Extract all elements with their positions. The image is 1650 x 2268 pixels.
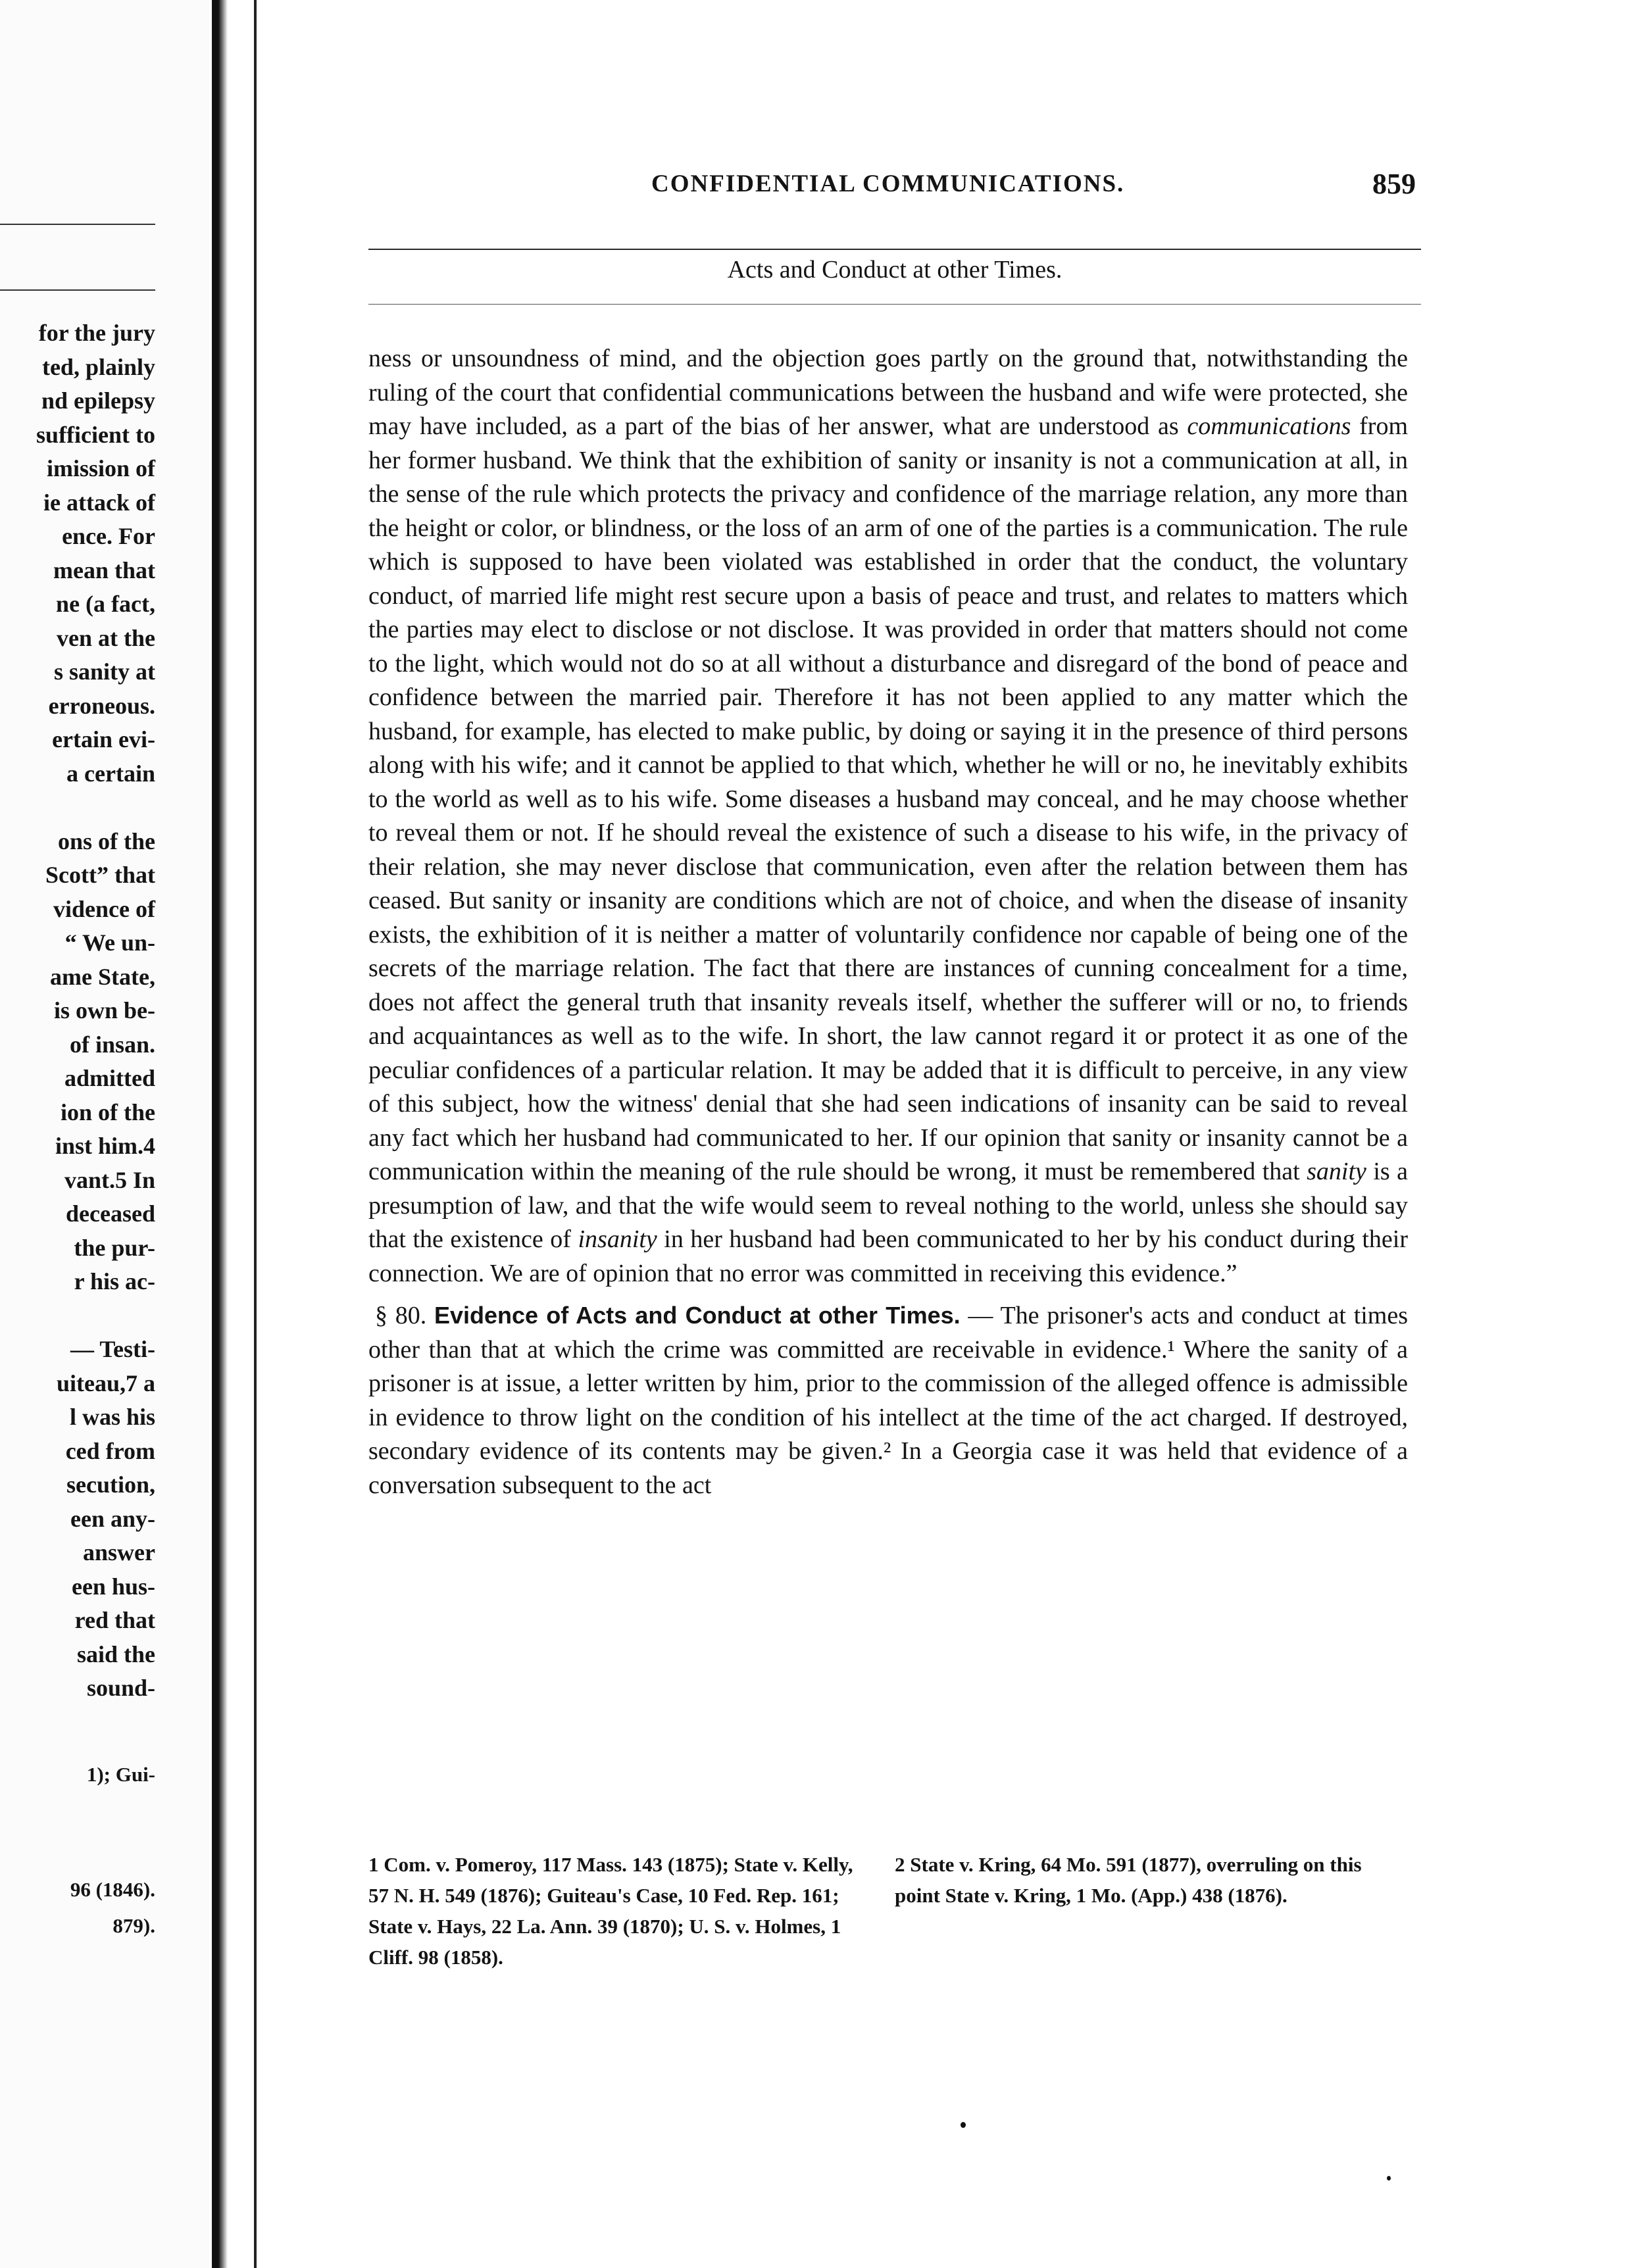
subhead-rule (368, 304, 1421, 305)
previous-page-line: said the (76, 1640, 155, 1667)
previous-page-line: erroneous. (48, 692, 155, 719)
previous-page-line: ertain evi- (52, 726, 155, 752)
print-speck-1 (961, 2122, 966, 2128)
previous-page-line: is own be- (53, 997, 155, 1023)
previous-page-line: Scott” that (45, 862, 155, 888)
previous-page-footnote: 1); Gui- (86, 1763, 155, 1786)
previous-page-line: ie attack of (43, 489, 155, 516)
previous-page-fragment (0, 0, 197, 1973)
previous-page-line: “ We un- (64, 929, 155, 956)
previous-page-line: for the jury (38, 320, 155, 346)
section-title: Evidence of Acts and Conduct at other Times. (434, 1302, 961, 1329)
body-paragraph-1: ness or unsoundness of mind, and the objection goes partly on the ground that, notwithstanding the ruling of the court that confidential communications between the husband and wife were protected, she may have included, as a part of the bias of her answer, what are understood as communications from her former husband. We think that the exhibition of sanity or insanity is not a communication at all, in the sense of the rule which protects the privacy and confidence of the marriage relation, any more than the height or color, or blindness, or the loss of an arm of one of the parties is a communication. The rule which is supposed to have been violated was established in order that the conduct, the voluntary conduct, of married life might rest secure upon a basis of peace and trust, and relates to matters which the parties may elect to disclose or not disclose. It was provided in order that matters should not come to the light, which would not do so at all without a disturbance and disregard of the bond of peace and confidence between the married pair. Therefore it has not been applied to any matter which the husband, for example, has elected to make public, by doing or saying it in the presence of third persons along with his wife; and it cannot be applied to that which, whether he will or no, he inevitably exhibits to the world as well as to his wife. Some diseases a husband may conceal, and he may choose whether to reveal them or not. If he should reveal the existence of such a disease to his wife, in the privacy of their relation, she may never disclose that communication, even after the relation between them has ceased. But sanity or insanity are conditions which are not of choice, and when the disease of insanity exists, the exhibition of it is neither a matter of voluntarily confidence nor capable of being one of the secrets of the marriage relation. The fact that there are instances of cunning concealment for a time, does not affect the general truth that insanity reveals itself, whether the sufferer will or no, to friends and acquaintances as well as to the wife. In short, the law cannot regard it or protect it as one of the peculiar confidences of a particular relation. It may be added that it is difficult to perceive, in any view of this subject, how the witness' denial that she had seen indications of insanity can be said to reveal any fact which her husband had communicated to her. If our opinion that sanity or insanity cannot be a communication within the meaning of the rule should be wrong, it must be remembered that sanity is a presumption of law, and that the wife would seem to reveal nothing to the world, unless she should say that the existence of insanity in her husband had been communicated to her by his conduct during their connection. We are of opinion that no error was committed in receiving this evidence.” (368, 345, 1409, 1287)
previous-page-rule-2 (0, 289, 155, 291)
previous-page-line: mean that (53, 556, 155, 583)
previous-page-line: a certain (66, 760, 155, 787)
previous-page-line: ion of the (61, 1098, 155, 1125)
body-text (368, 342, 1408, 1502)
previous-page-line: imission of (46, 455, 155, 481)
running-head: CONFIDENTIAL COMMUNICATIONS. (651, 170, 1125, 197)
previous-page-line: l was his (69, 1404, 155, 1430)
previous-page-line: r his ac- (74, 1268, 155, 1294)
previous-page-line: inst him.4 (55, 1133, 155, 1159)
previous-page-line: vidence of (53, 895, 155, 922)
previous-page-line: uiteau,7 a (56, 1369, 155, 1396)
previous-page-footnote: 96 (1846). (70, 1878, 155, 1901)
previous-page-line: the pur- (74, 1234, 155, 1261)
previous-page-footnote: 879). (113, 1914, 155, 1937)
print-speck-2 (1387, 2176, 1391, 2181)
page-edge-line (254, 0, 257, 2268)
previous-page-line: ven at the (57, 624, 155, 651)
previous-page-line: ted, plainly (41, 353, 155, 380)
previous-page-line: ence. For (62, 523, 155, 549)
previous-page-line: ame State, (50, 963, 155, 990)
previous-page-line: ons of the (57, 827, 155, 854)
previous-page-line: ced from (65, 1437, 155, 1464)
book-spine-shadow (212, 0, 259, 2268)
previous-page-line: of insan. (69, 1031, 155, 1058)
previous-page-line: — Testi- (70, 1336, 155, 1362)
previous-page-line: sound- (86, 1675, 155, 1701)
previous-page-line: sufficient to (36, 421, 155, 448)
previous-page-line: answer (83, 1539, 155, 1565)
previous-page-line: een any- (70, 1505, 155, 1532)
footnote-2: 2 State v. Kring, 64 Mo. 591 (1877), overruling on this point State v. Kring, 1 Mo. (App.) 438 (1876). (895, 1853, 1362, 1907)
header-rule (368, 249, 1421, 250)
previous-page-line: s sanity at (53, 658, 155, 685)
previous-page-line: vant.5 In (64, 1166, 155, 1193)
previous-page-line: een hus- (71, 1573, 155, 1600)
previous-page-line: deceased (66, 1200, 155, 1227)
previous-page-line: nd epilepsy (41, 387, 155, 414)
previous-page-line: admitted (64, 1065, 155, 1091)
previous-page-rule-1 (0, 224, 155, 225)
section-text: — The prisoner's acts and conduct at times other than that at which the crime was committed are receivable in evidence.¹ Where the sanity of a prisoner is at issue, a letter written by him, prior to the commission of the alleged offence is admissible in evidence to throw light on the condition of his intellect at the time of the act charged. If destroyed, secondary evidence of its contents may be given.² In a Georgia case it was held that evidence of a conversation subsequent to the act (368, 1302, 1409, 1499)
footnote-1: 1 Com. v. Pomeroy, 117 Mass. 143 (1875); State v. Kelly, 57 N. H. 549 (1876); Guiteau's Case, 10 Fed. Rep. 161; State v. Hays, 22 La. Ann. 39 (1870); U. S. v. Holmes, 1 Cliff. 98 (1858). (368, 1853, 853, 1969)
previous-page-line: red that (74, 1607, 155, 1633)
previous-page-line: ne (a fact, (56, 591, 155, 617)
section-number: § 80. (375, 1302, 427, 1329)
body-paragraph-2 (368, 1298, 1408, 1502)
page-number: 859 (1372, 168, 1416, 200)
section-subhead: Acts and Conduct at other Times. (727, 256, 1062, 284)
previous-page-line: secution, (66, 1471, 155, 1498)
